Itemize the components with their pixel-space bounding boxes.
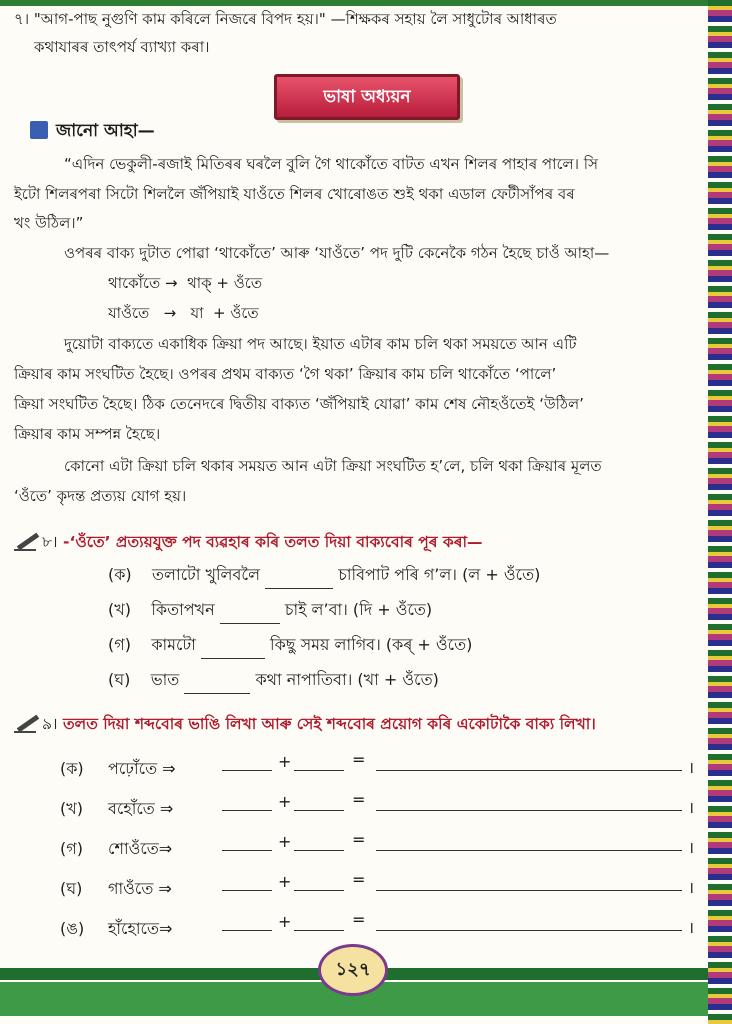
item-label: (ক) [108, 565, 132, 584]
quote-line2: ইটো শিলৰপৰা সিটো শিললৈ জঁপিয়াই যাওঁতে শিলৰ খোৰোঙত শুই থকা এডাল ফেটীসাঁপৰ বৰ [14, 185, 575, 203]
plus-sign: + [278, 912, 292, 931]
q9-row-ka [60, 750, 700, 786]
item-label: (গ) [108, 635, 131, 654]
item-post-text: চাবিপাট পৰি গ’ল। (ল + ওঁতে) [338, 565, 541, 584]
item-label: (খ) [60, 799, 83, 818]
q8-item-gha [108, 667, 439, 694]
sentence-blank[interactable] [376, 930, 682, 931]
para2-line2: ‘ওঁতে’ কৃদন্ত প্ৰত্যয় যোগ হয়। [14, 487, 187, 505]
item-word: হাঁহোতে⇒ [108, 919, 173, 938]
item-word: বহোঁতে ⇒ [108, 799, 174, 818]
answer-blank[interactable] [201, 640, 265, 659]
item-label: (ঘ) [60, 879, 83, 898]
q8-item-ka [108, 562, 540, 589]
end-mark: । [688, 798, 695, 817]
item-pre-text: ভাত [150, 670, 180, 689]
formation-row1: থাকোঁতে → থাক্ + ওঁতে [108, 274, 263, 292]
section-heading [30, 118, 155, 146]
q9-title [14, 712, 596, 738]
book-icon [30, 121, 48, 139]
sentence-blank[interactable] [376, 770, 682, 771]
item-word: শোওঁতে⇒ [108, 839, 173, 858]
pencil-icon [14, 713, 40, 733]
q9-row-ga [60, 830, 700, 866]
q7-line2: কথাযাৰৰ তাৎপৰ্য ব্যাখ্যা কৰা। [34, 38, 210, 56]
end-mark: । [688, 918, 695, 937]
answer-blank[interactable] [220, 605, 280, 624]
plus-sign: + [278, 872, 292, 891]
q9-row-umo [60, 910, 700, 946]
answer-blank[interactable] [265, 570, 333, 589]
q7-line1: ৭। "আগ-পাছ নুগুণি কাম কৰিলে নিজৰে বিপদ হয়।" —শিক্ষকৰ সহায় লৈ সাধুটোৰ আধাৰত [14, 10, 557, 28]
quote-line3: খং উঠিল।” [14, 214, 84, 232]
sentence-blank[interactable] [376, 810, 682, 811]
item-label: (গ) [60, 839, 83, 858]
item-pre-text: কিতাপখন [151, 600, 215, 619]
pencil-icon [14, 531, 40, 551]
section-badge: ভাষা অধ্যয়ন [274, 74, 460, 120]
part1-blank[interactable] [222, 930, 272, 931]
part1-blank[interactable] [222, 770, 272, 771]
q8-number: ৮। [42, 533, 58, 551]
part2-blank[interactable] [294, 770, 344, 771]
q8-item-ga [108, 632, 472, 659]
end-mark: । [688, 878, 695, 897]
equals-sign: = [352, 910, 366, 929]
part2-blank[interactable] [294, 890, 344, 891]
equals-sign: = [352, 870, 366, 889]
para1-line2: ক্ৰিয়াৰ কাম সংঘটিত হৈছে। ওপৰৰ প্ৰথম বাক্যত ‘গৈ থকা’ ক্ৰিয়াৰ কাম চলি থাকোঁতে ‘পালে’ [14, 365, 557, 383]
q9-instruction: তলত দিয়া শব্দবোৰ ভাঙি লিখা আৰু সেই শব্দবোৰ প্ৰয়োগ কৰি একোটাকৈ বাক্য লিখা। [63, 715, 596, 733]
item-post-text: কথা নাপাতিবা। (খা + ওঁতে) [255, 670, 439, 689]
end-mark: । [688, 758, 695, 777]
para2-line1: কোনো এটা ক্ৰিয়া চলি থকাৰ সময়ত আন এটা ক্ৰিয়া সংঘটিত হ’লে, চলি থকা ক্ৰিয়াৰ মূলত [64, 457, 602, 475]
sentence-blank[interactable] [376, 850, 682, 851]
page-number: ১২৭ [318, 944, 388, 996]
item-post-text: কিছু সময় লাগিব। (কৰ্ + ওঁতে) [270, 635, 473, 654]
answer-blank[interactable] [184, 675, 250, 694]
q9-number: ৯। [42, 715, 58, 733]
para1-line4: ক্ৰিয়াৰ কাম সম্পন্ন হৈছে। [14, 425, 161, 443]
q8-title [14, 530, 482, 556]
item-pre-text: তলাটো খুলিবলৈ [152, 565, 261, 584]
q9-row-kha [60, 790, 700, 826]
item-label: (ঙ) [60, 919, 85, 938]
part2-blank[interactable] [294, 850, 344, 851]
part1-blank[interactable] [222, 890, 272, 891]
item-post-text: চাই ল’বা। (দি + ওঁতে) [284, 600, 433, 619]
equals-sign: = [352, 750, 366, 769]
item-label: (ক) [60, 759, 84, 778]
plus-sign: + [278, 752, 292, 771]
part2-blank[interactable] [294, 810, 344, 811]
para1-line3: ক্ৰিয়া সংঘটিত হৈছে। ঠিক তেনেদৰে দ্বিতীয় বাক্যত ‘জঁপিয়াই যোৱা’ কাম শেষ নৌহওঁতেই ‘উঠিল’ [14, 395, 584, 413]
formation-row2: যাওঁতে → যা + ওঁতে [108, 304, 259, 322]
part1-blank[interactable] [222, 810, 272, 811]
equals-sign: = [352, 830, 366, 849]
plus-sign: + [278, 832, 292, 851]
sentence-blank[interactable] [376, 890, 682, 891]
q8-item-kha [108, 597, 432, 624]
top-border [0, 0, 732, 6]
part2-blank[interactable] [294, 930, 344, 931]
explain-line: ওপৰৰ বাক্য দুটাত পোৱা ‘থাকোঁতে’ আৰু ‘যাওঁতে’ পদ দুটি কেনেকৈ গঠন হৈছে চাওঁ আহা— [64, 244, 610, 262]
q9-row-gha [60, 870, 700, 906]
item-word: গাওঁতে ⇒ [108, 879, 172, 898]
item-pre-text: কামটো [151, 635, 196, 654]
decorative-side-border [708, 0, 732, 1024]
equals-sign: = [352, 790, 366, 809]
quote-line1: “এদিন ভেকুলী-ৰজাই মিতিৰৰ ঘৰলৈ বুলি গৈ থাকোঁতে বাটত এখন শিলৰ পাহাৰ পালে। সি [64, 155, 598, 173]
end-mark: । [688, 838, 695, 857]
item-word: পঢ়োঁতে ⇒ [108, 759, 176, 778]
heading-text: জানো আহা— [56, 121, 155, 141]
q8-instruction: -‘ওঁতে’ প্ৰত্যয়যুক্ত পদ ব্যৱহাৰ কৰি তলত দিয়া বাক্যবোৰ পূৰ কৰা— [63, 533, 483, 551]
plus-sign: + [278, 792, 292, 811]
item-label: (খ) [108, 600, 131, 619]
para1-line1: দুয়োটা বাক্যতে একাধিক ক্ৰিয়া পদ আছে। ইয়াত এটাৰ কাম চলি থকা সময়তে আন এটি [64, 335, 577, 353]
part1-blank[interactable] [222, 850, 272, 851]
item-label: (ঘ) [108, 670, 131, 689]
